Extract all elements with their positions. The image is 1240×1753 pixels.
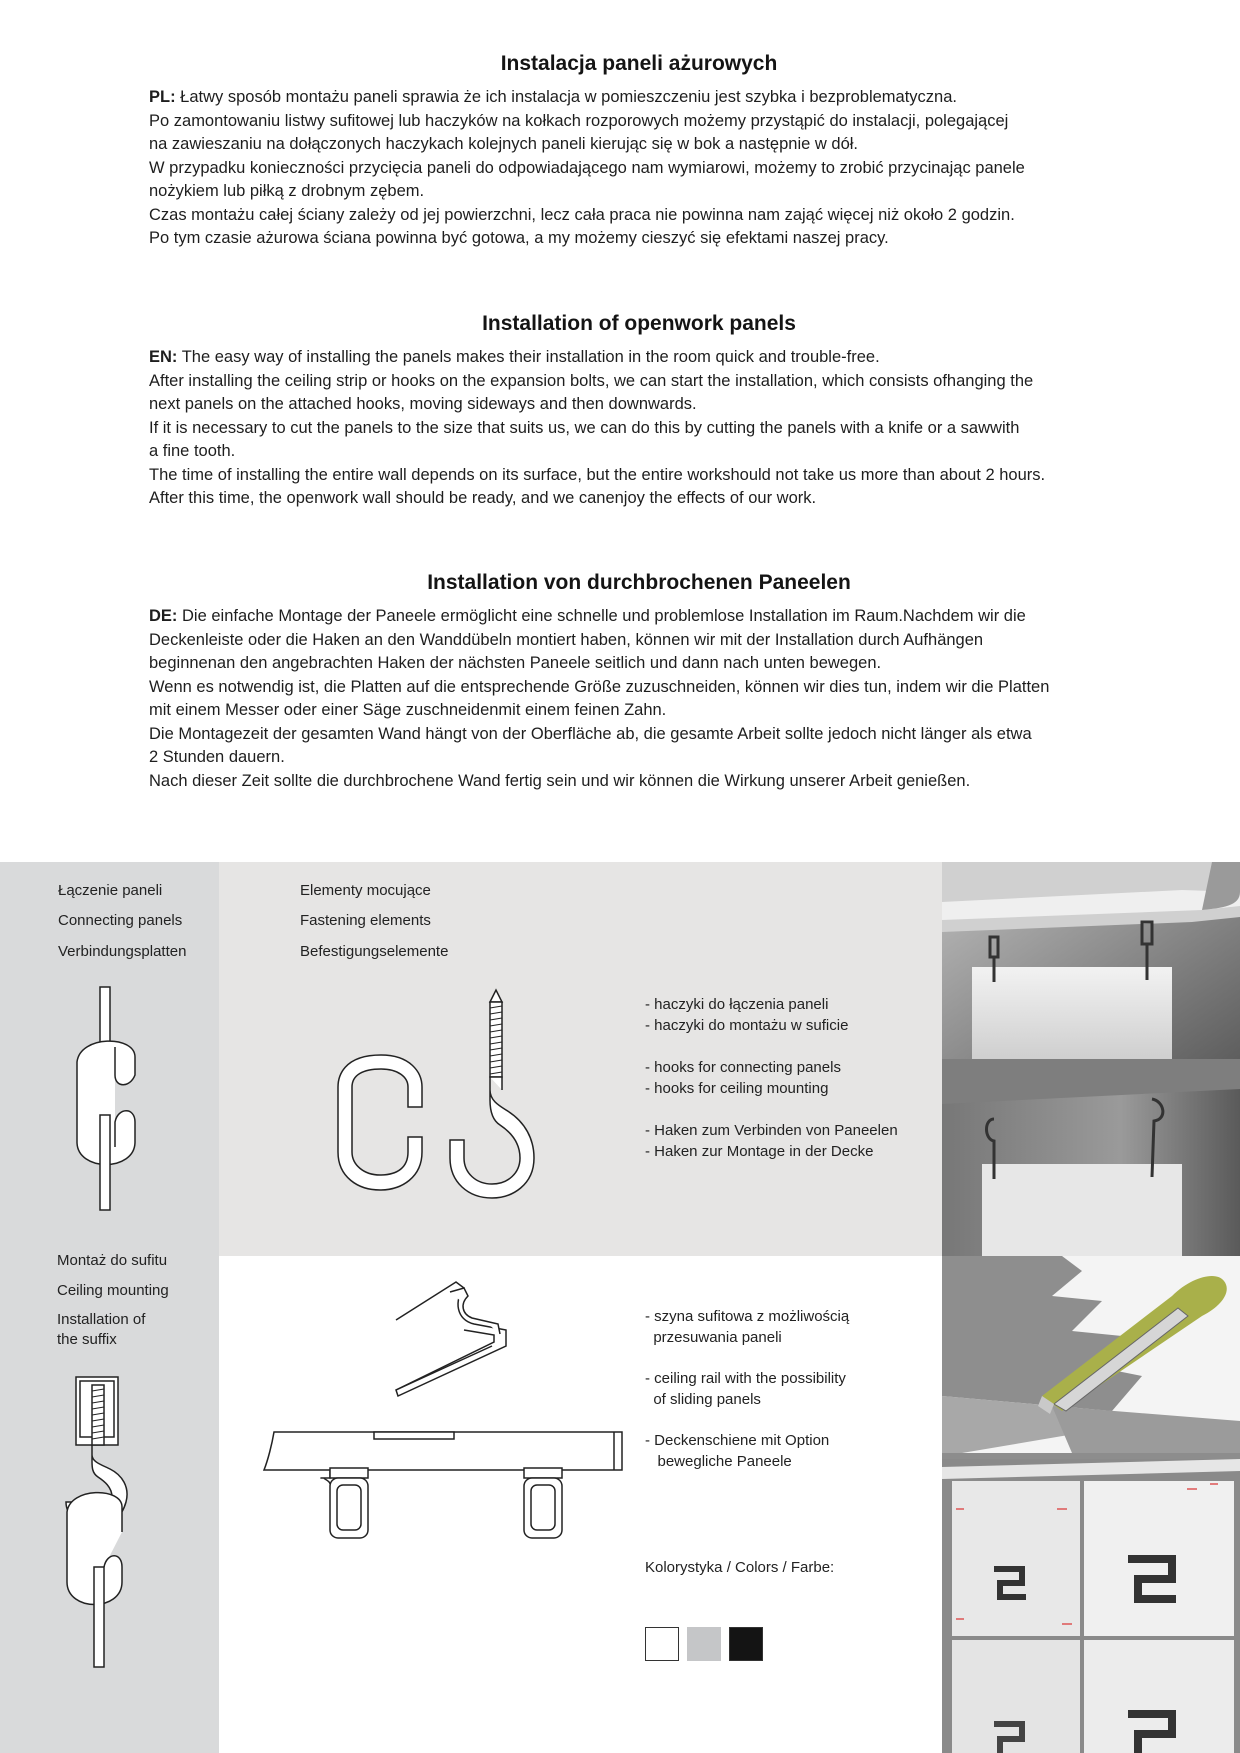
label-ceiling-de-1: Installation of (57, 1311, 146, 1328)
installation-details (0, 862, 1240, 1753)
label-ceiling-en: Ceiling mounting (57, 1282, 169, 1299)
screw-hook-icon (448, 990, 548, 1200)
title-english: Installation of openwork panels (482, 312, 796, 335)
s-hook-icon (338, 1047, 423, 1197)
ceiling-rail-perspective-icon (394, 1280, 514, 1400)
label-fastening-de: Befestigungselemente (300, 943, 449, 960)
color-swatch-grey (687, 1627, 721, 1661)
rail-text-en-2: of sliding panels (645, 1391, 761, 1408)
photo-cutter-knife (942, 1256, 1240, 1453)
rail-text-en-1: - ceiling rail with the possibility (645, 1370, 846, 1387)
color-swatch-black (729, 1627, 763, 1661)
rail-text-pl-1: - szyna sufitowa z możliwością (645, 1308, 850, 1325)
label-ceiling-de-2: the suffix (57, 1331, 117, 1348)
title-german: Installation von durchbrochenen Paneelen (427, 571, 851, 594)
hooks-text-de-1: - Haken zum Verbinden von Paneelen (645, 1122, 898, 1139)
hooks-text-pl-2: - haczyki do montażu w suficie (645, 1017, 849, 1034)
hooks-text-en-2: - hooks for ceiling mounting (645, 1080, 829, 1097)
label-connecting-en: Connecting panels (58, 912, 183, 929)
prefix-en: EN: (149, 348, 178, 366)
title-polish: Instalacja paneli ażurowych (500, 52, 778, 75)
photo-hooks-panel (942, 1059, 1240, 1256)
prefix-de: DE: (149, 607, 178, 625)
photo-panels-on-rail (942, 1459, 1240, 1753)
hooks-text-de-2: - Haken zur Montage in der Decke (645, 1143, 874, 1160)
prefix-pl: PL: (149, 88, 176, 106)
text-german: DE: Die einfache Montage der Paneele ermöglicht eine schnelle und problemlose Installation im Raum.Nachdem wir die Deckenleiste oder die Haken an den Wanddübeln montiert haben, können wir mit der Installation durch Aufhängen beginnenan den angebrachten Haken der nächsten Paneele seitlich und dann nach unten bewegen. Wenn es notwendig ist, die Platten auf die entsprechende Größe zuzuschneiden, können wir dies tun, indem wir die Platten mit einem Messer oder einer Säge zuschneidenmit einem feinen Zahn. Die Montagezeit der gesamten Wand hängt von der Oberfläche ab, die gesamte Arbeit sollte jedoch nicht länger als etwa 2 Stunden dauern. Nach dieser Zeit sollte die durchbrochene Wand fertig sein und wir können die Wirkung unserer Arbeit genießen. (149, 607, 1050, 790)
text-polish: PL: Łatwy sposób montażu paneli sprawia że ich instalacja w pomieszczeniu jest szybka i bezproblematyczna. Po zamontowaniu listwy sufitowej lub haczyków na kołkach rozporowych możemy przystąpić do instalacji, polegającej na zawieszaniu na dołączonych haczykach kolejnych paneli kierując się w bok a następnie w dół. W przypadku konieczności przycięcia paneli do odpowiadającego nam wymiarowi, możemy to zrobić przycinając panele nożykiem lub piłką z drobnym zębem. Czas montażu całej ściany zależy od jej powierzchni, lecz cała praca nie powinna nam zająć więcej niż około 2 godzin. Po tym czasie ażurowa ściana powinna być gotowa, a my możemy cieszyć się efektami naszej pracy. (149, 88, 1025, 247)
label-ceiling-pl: Montaż do sufitu (57, 1252, 168, 1269)
colors-label: Kolorystyka / Colors / Farbe: (645, 1559, 835, 1576)
section-polish (149, 52, 1129, 251)
rail-text-de-2: bewegliche Paneele (645, 1453, 792, 1470)
rail-text-de-1: - Deckenschiene mit Option (645, 1432, 830, 1449)
ceiling-rail-side-icon (262, 1430, 624, 1540)
ceiling-mounting-diagram-icon (62, 1377, 142, 1682)
text-english: EN: The easy way of installing the panels makes their installation in the room quick and trouble-free. After installing the ceiling strip or hooks on the expansion bolts, we can start the installation, which consists ofhanging the next panels on the attached hooks, moving sideways and then downwards. If it is necessary to cut the panels to the size that suits us, we can do this by cutting the panels with a knife or a sawwith a fine tooth. The time of installing the entire wall depends on its surface, but the entire workshould not take us more than about 2 hours. After this time, the openwork wall should be ready, and we canenjoy the effects of our work. (149, 348, 1046, 507)
section-german (149, 571, 1129, 793)
hooks-text-en-1: - hooks for connecting panels (645, 1059, 841, 1076)
photo-ceiling-rail-hooks (942, 862, 1240, 1059)
label-connecting-pl: Łączenie paneli (58, 882, 163, 899)
label-connecting-de: Verbindungsplatten (58, 943, 187, 960)
connecting-hooks-diagram-icon (60, 987, 150, 1222)
section-english (149, 312, 1129, 511)
color-swatch-white (645, 1627, 679, 1661)
rail-text-pl-2: przesuwania paneli (645, 1329, 782, 1346)
label-fastening-en: Fastening elements (300, 912, 431, 929)
hooks-text-pl-1: - haczyki do łączenia paneli (645, 996, 829, 1013)
label-fastening-pl: Elementy mocujące (300, 882, 431, 899)
